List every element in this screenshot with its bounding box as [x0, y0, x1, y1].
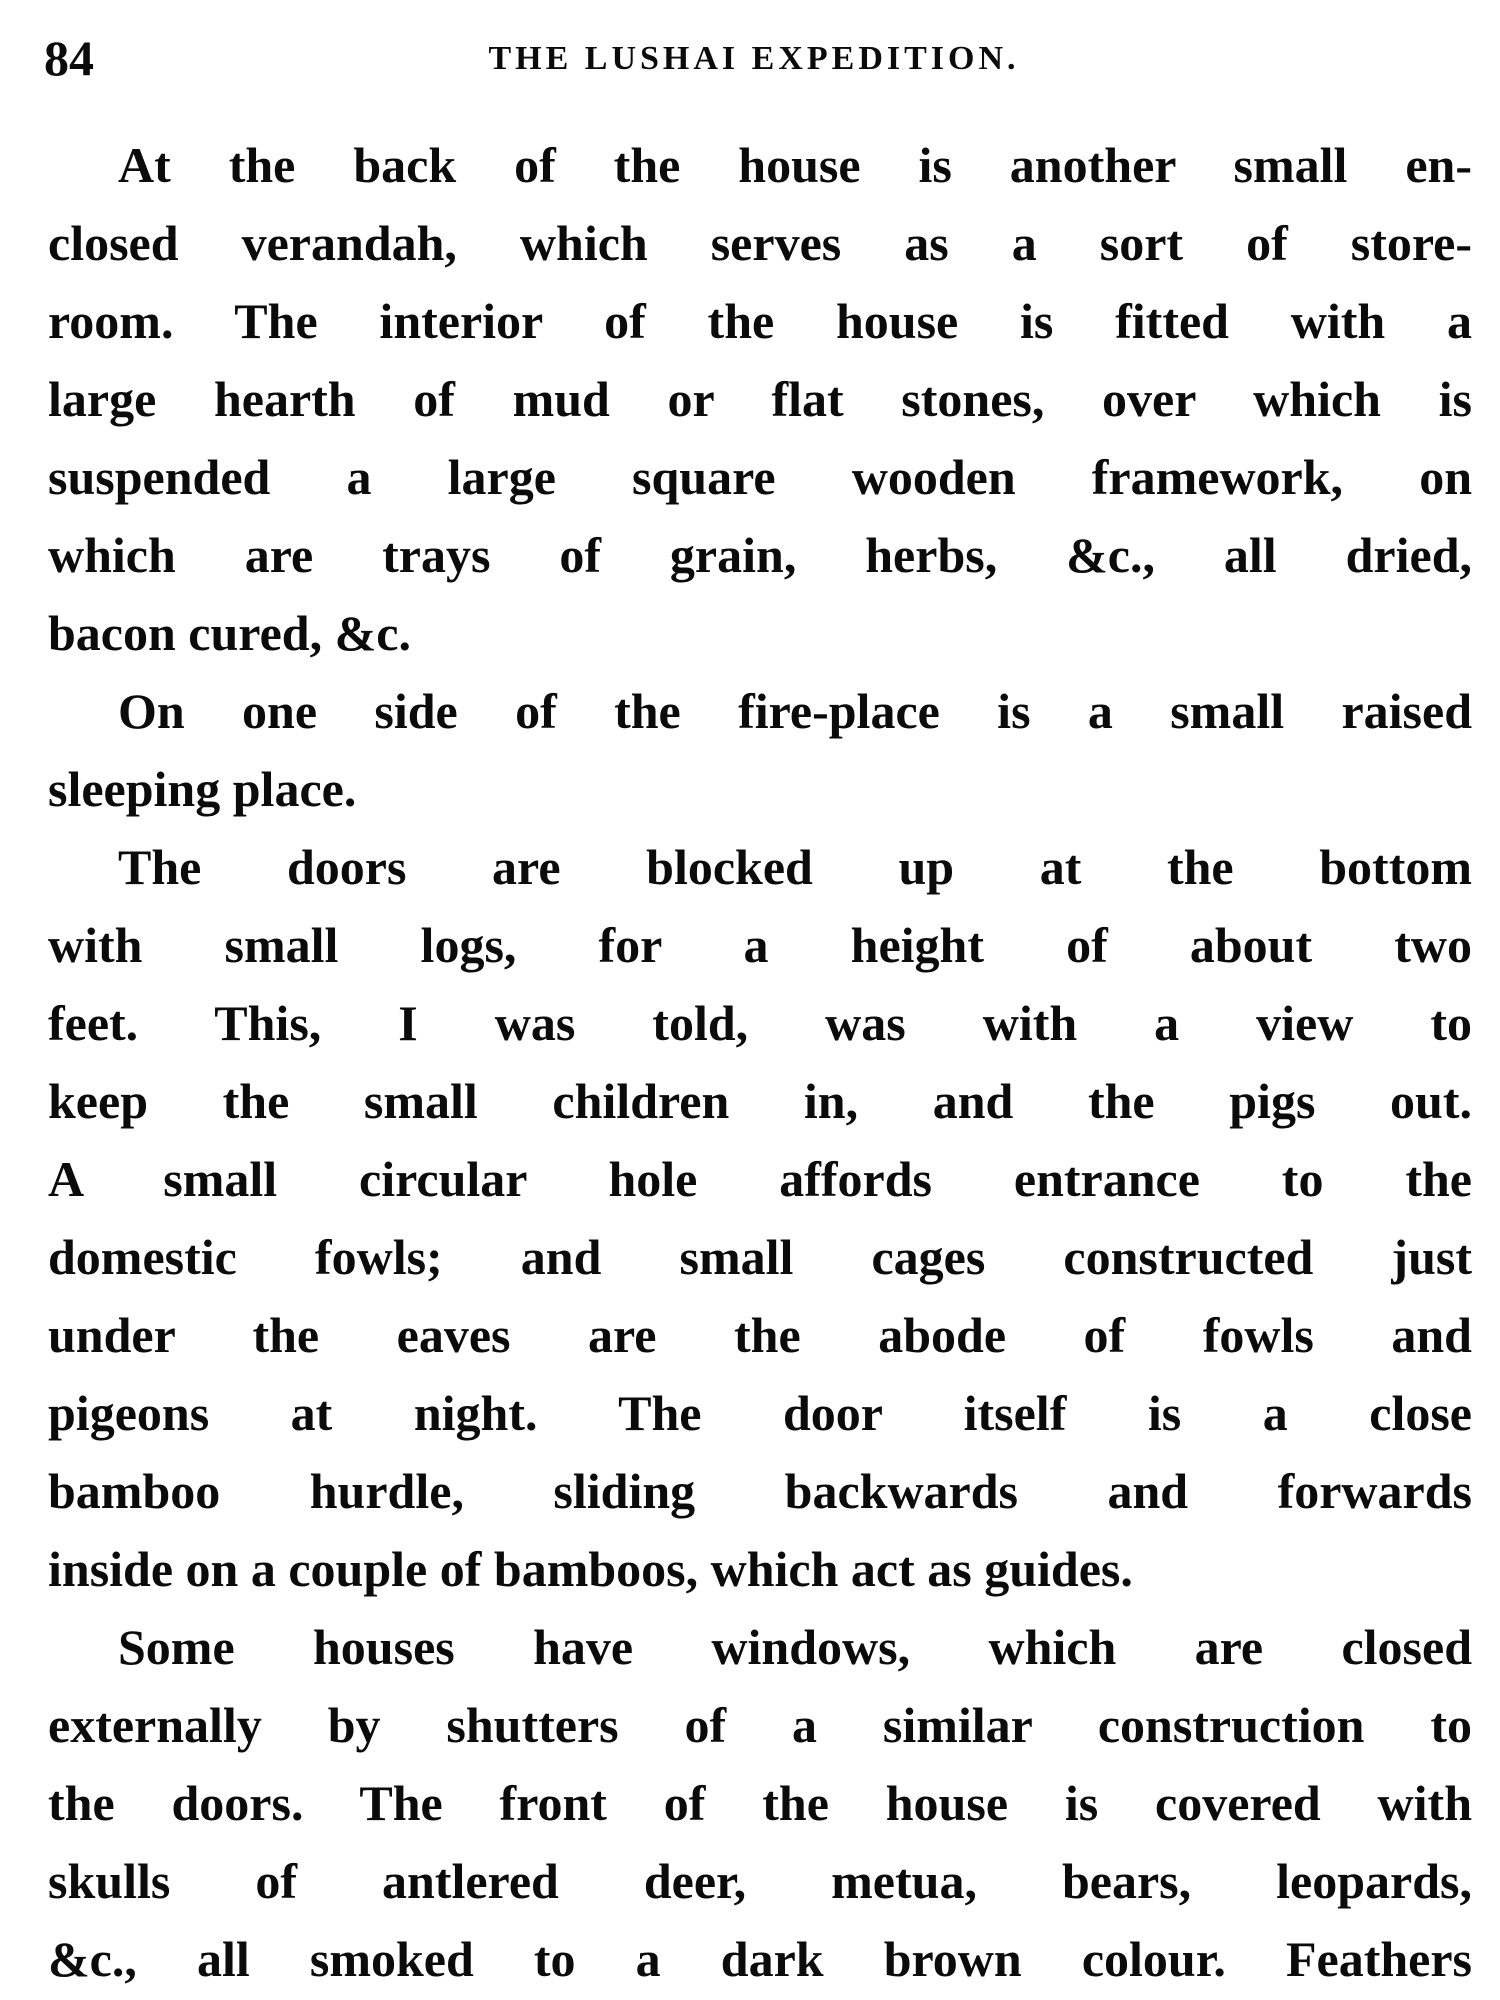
- text-line: externally by shutters of a similar construction to: [48, 1697, 1472, 1753]
- text-line: Some houses have windows, which are closed: [118, 1619, 1472, 1675]
- text-line: inside on a couple of bamboos, which act as guides.: [48, 1541, 1133, 1597]
- text-line: A small circular hole affords entrance to the: [48, 1151, 1472, 1207]
- text-line: &c., all smoked to a dark brown colour. Feathers: [48, 1931, 1472, 1987]
- text-line: sleeping place.: [48, 761, 357, 817]
- text-line: keep the small children in, and the pigs out.: [48, 1073, 1472, 1129]
- paragraph-1: [48, 126, 1472, 672]
- text-line: under the eaves are the abode of fowls and: [48, 1307, 1472, 1363]
- paragraph-2: [48, 672, 1472, 828]
- text-line: closed verandah, which serves as a sort of store-: [48, 215, 1472, 271]
- text-line: bamboo hurdle, sliding backwards and forwards: [48, 1463, 1472, 1519]
- text-line: which are trays of grain, herbs, &c., all dried,: [48, 527, 1472, 583]
- text-line: with small logs, for a height of about two: [48, 917, 1472, 973]
- text-line: bacon cured, &c.: [48, 605, 411, 661]
- running-head: [44, 28, 1464, 88]
- text-line: room. The interior of the house is fitted with a: [48, 293, 1472, 349]
- text-line: pigeons at night. The door itself is a close: [48, 1385, 1472, 1441]
- page-number: 84: [44, 30, 94, 86]
- running-title: THE LUSHAI EXPEDITION.: [488, 40, 1020, 77]
- text-line: domestic fowls; and small cages constructed just: [48, 1229, 1472, 1285]
- paragraph-3: [48, 828, 1472, 1608]
- text-line: On one side of the fire-place is a small raised: [118, 683, 1472, 739]
- paragraph-4: [48, 1608, 1472, 1998]
- text-line: large hearth of mud or flat stones, over which is: [48, 371, 1472, 427]
- text-line: skulls of antlered deer, metua, bears, leopards,: [48, 1853, 1472, 1909]
- text-line: suspended a large square wooden framework, on: [48, 449, 1472, 505]
- text-line: The doors are blocked up at the bottom: [118, 839, 1472, 895]
- body-text: [48, 126, 1472, 1998]
- text-line: At the back of the house is another small en-: [118, 137, 1472, 193]
- text-line: the doors. The front of the house is covered with: [48, 1775, 1472, 1831]
- text-line: feet. This, I was told, was with a view to: [48, 995, 1472, 1051]
